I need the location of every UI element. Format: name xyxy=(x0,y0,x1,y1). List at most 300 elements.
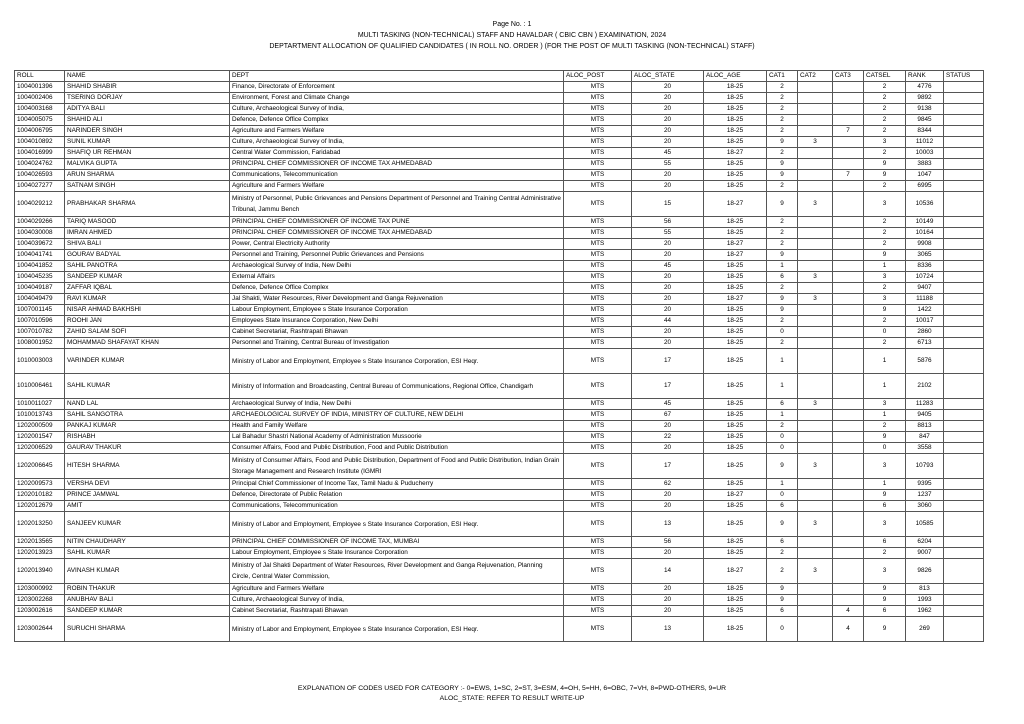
name-cell: NITIN CHAUDHARY xyxy=(65,537,230,548)
cat2-cell xyxy=(798,115,833,126)
name-cell: ROBIN THAKUR xyxy=(65,584,230,595)
aloc-state-cell: 45 xyxy=(632,261,704,272)
dept-cell: Communications, Telecommunication xyxy=(230,501,564,512)
catsel-cell: 3 xyxy=(864,272,906,283)
cat1-cell: 1 xyxy=(767,261,798,272)
cat1-cell: 2 xyxy=(767,316,798,327)
catsel-cell: 6 xyxy=(864,606,906,617)
status-cell xyxy=(944,617,984,642)
roll-cell: 1203002268 xyxy=(15,595,65,606)
aloc-age-cell: 18-27 xyxy=(704,559,767,584)
status-cell xyxy=(944,454,984,479)
cat3-cell xyxy=(833,294,864,305)
aloc-age-cell: 18-25 xyxy=(704,115,767,126)
status-cell xyxy=(944,399,984,410)
table-row xyxy=(15,137,984,148)
aloc-state-cell: 17 xyxy=(632,454,704,479)
rank-cell: 9395 xyxy=(906,479,944,490)
cat1-cell: 0 xyxy=(767,443,798,454)
aloc-post-cell: MTS xyxy=(564,93,632,104)
aloc-age-cell: 18-25 xyxy=(704,261,767,272)
catsel-cell: 2 xyxy=(864,126,906,137)
cat1-cell: 1 xyxy=(767,374,798,399)
aloc-post-cell: MTS xyxy=(564,272,632,283)
status-cell xyxy=(944,272,984,283)
catsel-cell: 1 xyxy=(864,261,906,272)
table-row xyxy=(15,410,984,421)
rank-cell: 11012 xyxy=(906,137,944,148)
status-cell xyxy=(944,148,984,159)
cat2-cell xyxy=(798,410,833,421)
cat2-cell xyxy=(798,159,833,170)
cat1-cell: 9 xyxy=(767,250,798,261)
cat2-cell xyxy=(798,617,833,642)
table-row xyxy=(15,595,984,606)
aloc-post-cell: MTS xyxy=(564,305,632,316)
status-cell xyxy=(944,327,984,338)
aloc-post-cell: MTS xyxy=(564,115,632,126)
name-cell: PANKAJ KUMAR xyxy=(65,421,230,432)
aloc-age-cell: 18-25 xyxy=(704,93,767,104)
aloc-state-cell: 20 xyxy=(632,126,704,137)
aloc-post-cell: MTS xyxy=(564,170,632,181)
rank-cell: 8336 xyxy=(906,261,944,272)
aloc-state-cell: 20 xyxy=(632,595,704,606)
aloc-state-cell: 20 xyxy=(632,283,704,294)
status-cell xyxy=(944,548,984,559)
col-rank-header: RANK xyxy=(906,71,944,82)
status-cell xyxy=(944,192,984,217)
cat2-cell xyxy=(798,305,833,316)
status-cell xyxy=(944,115,984,126)
name-cell: AVINASH KUMAR xyxy=(65,559,230,584)
aloc-post-cell: MTS xyxy=(564,595,632,606)
status-cell xyxy=(944,126,984,137)
aloc-post-cell: MTS xyxy=(564,228,632,239)
catsel-cell: 2 xyxy=(864,338,906,349)
rank-cell: 3065 xyxy=(906,250,944,261)
rank-cell: 6995 xyxy=(906,181,944,192)
cat2-cell xyxy=(798,443,833,454)
aloc-post-cell: MTS xyxy=(564,374,632,399)
catsel-cell: 1 xyxy=(864,410,906,421)
name-cell: VERSHA DEVI xyxy=(65,479,230,490)
col-aloc-state-header: ALOC_STATE xyxy=(632,71,704,82)
catsel-cell: 9 xyxy=(864,584,906,595)
dept-cell: Personnel and Training, Personnel Public Grievances and Pensions xyxy=(230,250,564,261)
cat3-cell xyxy=(833,548,864,559)
cat3-cell: 4 xyxy=(833,606,864,617)
table-row xyxy=(15,374,984,399)
name-cell: VARINDER KUMAR xyxy=(65,349,230,374)
cat1-cell: 2 xyxy=(767,104,798,115)
cat1-cell: 9 xyxy=(767,584,798,595)
name-cell: SAHIL KUMAR xyxy=(65,374,230,399)
aloc-age-cell: 18-25 xyxy=(704,399,767,410)
aloc-state-cell: 20 xyxy=(632,501,704,512)
cat2-cell xyxy=(798,501,833,512)
name-cell: MALVIKA GUPTA xyxy=(65,159,230,170)
aloc-age-cell: 18-25 xyxy=(704,283,767,294)
catsel-cell: 3 xyxy=(864,559,906,584)
cat1-cell: 0 xyxy=(767,327,798,338)
aloc-state-cell: 15 xyxy=(632,192,704,217)
cat1-cell: 0 xyxy=(767,617,798,642)
dept-cell: PRINCIPAL CHIEF COMMISSIONER OF INCOME TAX AHMEDABAD xyxy=(230,159,564,170)
table-row xyxy=(15,327,984,338)
catsel-cell: 2 xyxy=(864,239,906,250)
table-row xyxy=(15,501,984,512)
status-cell xyxy=(944,159,984,170)
aloc-state-cell: 14 xyxy=(632,559,704,584)
cat3-cell xyxy=(833,559,864,584)
table-header-row xyxy=(15,71,984,82)
aloc-state-cell: 17 xyxy=(632,349,704,374)
col-cat2-header: CAT2 xyxy=(798,71,833,82)
dept-cell: Jal Shakti, Water Resources, River Development and Ganga Rejuvenation xyxy=(230,294,564,305)
aloc-age-cell: 18-25 xyxy=(704,454,767,479)
catsel-cell: 2 xyxy=(864,548,906,559)
roll-cell: 1004002406 xyxy=(15,93,65,104)
catsel-cell: 6 xyxy=(864,501,906,512)
cat3-cell xyxy=(833,272,864,283)
cat3-cell xyxy=(833,399,864,410)
rank-cell: 9007 xyxy=(906,548,944,559)
cat3-cell xyxy=(833,261,864,272)
catsel-cell: 2 xyxy=(864,217,906,228)
cat3-cell xyxy=(833,327,864,338)
roll-cell: 1202013250 xyxy=(15,512,65,537)
rank-cell: 11283 xyxy=(906,399,944,410)
cat1-cell: 2 xyxy=(767,148,798,159)
cat1-cell: 1 xyxy=(767,349,798,374)
table-row xyxy=(15,584,984,595)
rank-cell: 847 xyxy=(906,432,944,443)
cat2-cell xyxy=(798,93,833,104)
rank-cell: 6204 xyxy=(906,537,944,548)
cat3-cell xyxy=(833,104,864,115)
roll-cell: 1004016999 xyxy=(15,148,65,159)
rank-cell: 4776 xyxy=(906,82,944,93)
aloc-post-cell: MTS xyxy=(564,349,632,374)
aloc-post-cell: MTS xyxy=(564,239,632,250)
rank-cell: 2102 xyxy=(906,374,944,399)
aloc-state-cell: 20 xyxy=(632,82,704,93)
name-cell: ANUBHAV BALI xyxy=(65,595,230,606)
catsel-cell: 3 xyxy=(864,137,906,148)
col-dept-header: DEPT xyxy=(230,71,564,82)
aloc-age-cell: 18-25 xyxy=(704,421,767,432)
status-cell xyxy=(944,283,984,294)
dept-cell: PRINCIPAL CHIEF COMMISSIONER OF INCOME TAX AHMEDABAD xyxy=(230,228,564,239)
table-row xyxy=(15,454,984,479)
name-cell: RISHABH xyxy=(65,432,230,443)
catsel-cell: 3 xyxy=(864,399,906,410)
rank-cell: 11188 xyxy=(906,294,944,305)
rank-cell: 10536 xyxy=(906,192,944,217)
table-row xyxy=(15,443,984,454)
dept-cell: Finance, Directorate of Enforcement xyxy=(230,82,564,93)
roll-cell: 1004005075 xyxy=(15,115,65,126)
aloc-age-cell: 18-25 xyxy=(704,228,767,239)
catsel-cell: 2 xyxy=(864,421,906,432)
rank-cell: 1422 xyxy=(906,305,944,316)
cat1-cell: 2 xyxy=(767,82,798,93)
aloc-state-cell: 20 xyxy=(632,421,704,432)
aloc-post-cell: MTS xyxy=(564,250,632,261)
catsel-cell: 9 xyxy=(864,595,906,606)
rank-cell: 5876 xyxy=(906,349,944,374)
catsel-cell: 2 xyxy=(864,82,906,93)
cat3-cell xyxy=(833,349,864,374)
aloc-state-cell: 13 xyxy=(632,617,704,642)
dept-cell: Cabinet Secretariat, Rashtrapati Bhawan xyxy=(230,606,564,617)
cat1-cell: 2 xyxy=(767,126,798,137)
status-cell xyxy=(944,584,984,595)
aloc-age-cell: 18-27 xyxy=(704,239,767,250)
aloc-post-cell: MTS xyxy=(564,283,632,294)
cat3-cell xyxy=(833,595,864,606)
aloc-age-cell: 18-27 xyxy=(704,294,767,305)
name-cell: RAVI KUMAR xyxy=(65,294,230,305)
cat1-cell: 2 xyxy=(767,338,798,349)
cat2-cell: 3 xyxy=(798,294,833,305)
aloc-age-cell: 18-25 xyxy=(704,338,767,349)
catsel-cell: 9 xyxy=(864,159,906,170)
aloc-age-cell: 18-25 xyxy=(704,137,767,148)
status-cell xyxy=(944,181,984,192)
name-cell: MOHAMMAD SHAFAYAT KHAN xyxy=(65,338,230,349)
rank-cell: 9892 xyxy=(906,93,944,104)
aloc-post-cell: MTS xyxy=(564,181,632,192)
aloc-post-cell: MTS xyxy=(564,490,632,501)
table-row xyxy=(15,126,984,137)
catsel-cell: 9 xyxy=(864,305,906,316)
dept-cell: Ministry of Consumer Affairs, Food and Public Distribution, Department of Food and Public Distribution, Indian Grain Storage Management and Research Institute (IGMRI xyxy=(230,454,564,479)
status-cell xyxy=(944,443,984,454)
dept-cell: Defence, Directorate of Public Relation xyxy=(230,490,564,501)
rank-cell: 9138 xyxy=(906,104,944,115)
roll-cell: 1203002644 xyxy=(15,617,65,642)
cat3-cell xyxy=(833,421,864,432)
col-aloc-age-header: ALOC_AGE xyxy=(704,71,767,82)
aloc-state-cell: 20 xyxy=(632,93,704,104)
cat1-cell: 9 xyxy=(767,294,798,305)
roll-cell: 1203000992 xyxy=(15,584,65,595)
name-cell: HITESH SHARMA xyxy=(65,454,230,479)
cat2-cell xyxy=(798,126,833,137)
aloc-state-cell: 20 xyxy=(632,137,704,148)
catsel-cell: 2 xyxy=(864,228,906,239)
cat2-cell: 3 xyxy=(798,137,833,148)
table-row xyxy=(15,432,984,443)
status-cell xyxy=(944,170,984,181)
aloc-age-cell: 18-25 xyxy=(704,272,767,283)
roll-cell: 1202013923 xyxy=(15,548,65,559)
table-row xyxy=(15,228,984,239)
cat3-cell xyxy=(833,283,864,294)
cat2-cell xyxy=(798,606,833,617)
cat2-cell xyxy=(798,261,833,272)
aloc-age-cell: 18-25 xyxy=(704,606,767,617)
aloc-age-cell: 18-25 xyxy=(704,443,767,454)
cat2-cell xyxy=(798,148,833,159)
catsel-cell: 9 xyxy=(864,432,906,443)
roll-cell: 1004024762 xyxy=(15,159,65,170)
status-cell xyxy=(944,93,984,104)
status-cell xyxy=(944,421,984,432)
rank-cell: 10585 xyxy=(906,512,944,537)
cat1-cell: 1 xyxy=(767,479,798,490)
aloc-post-cell: MTS xyxy=(564,606,632,617)
status-cell xyxy=(944,595,984,606)
cat2-cell xyxy=(798,181,833,192)
cat3-cell xyxy=(833,584,864,595)
cat1-cell: 6 xyxy=(767,272,798,283)
roll-cell: 1010003003 xyxy=(15,349,65,374)
status-cell xyxy=(944,261,984,272)
aloc-age-cell: 18-25 xyxy=(704,537,767,548)
status-cell xyxy=(944,228,984,239)
cat3-cell xyxy=(833,432,864,443)
aloc-age-cell: 18-25 xyxy=(704,316,767,327)
dept-cell: Culture, Archaeological Survey of India, xyxy=(230,104,564,115)
status-cell xyxy=(944,250,984,261)
col-roll-header: ROLL xyxy=(15,71,65,82)
name-cell: PRABHAKAR SHARMA xyxy=(65,192,230,217)
dept-cell: Ministry of Personnel, Public Grievances and Pensions Department of Personnel and Training Central Administrative Tribunal, Jammu Bench xyxy=(230,192,564,217)
cat2-cell xyxy=(798,595,833,606)
aloc-age-cell: 18-25 xyxy=(704,512,767,537)
dept-cell: Lal Bahadur Shastri National Academy of Administration Mussoorie xyxy=(230,432,564,443)
cat1-cell: 9 xyxy=(767,159,798,170)
status-cell xyxy=(944,349,984,374)
cat2-cell xyxy=(798,217,833,228)
cat1-cell: 2 xyxy=(767,548,798,559)
dept-cell: Archaeological Survey of India, New Delhi xyxy=(230,399,564,410)
cat3-cell xyxy=(833,374,864,399)
roll-cell: 1007010596 xyxy=(15,316,65,327)
cat2-cell xyxy=(798,432,833,443)
table-row xyxy=(15,148,984,159)
aloc-age-cell: 18-25 xyxy=(704,479,767,490)
aloc-post-cell: MTS xyxy=(564,454,632,479)
table-row xyxy=(15,261,984,272)
aloc-state-cell: 55 xyxy=(632,159,704,170)
cat3-cell xyxy=(833,501,864,512)
roll-cell: 1202012679 xyxy=(15,501,65,512)
aloc-age-cell: 18-27 xyxy=(704,148,767,159)
dept-cell: PRINCIPAL CHIEF COMMISSIONER OF INCOME TAX PUNE xyxy=(230,217,564,228)
roll-cell: 1004027277 xyxy=(15,181,65,192)
status-cell xyxy=(944,104,984,115)
rank-cell: 2860 xyxy=(906,327,944,338)
dept-cell: Archaeological Survey of India, New Delhi xyxy=(230,261,564,272)
status-cell xyxy=(944,316,984,327)
aloc-state-cell: 20 xyxy=(632,115,704,126)
cat2-cell xyxy=(798,421,833,432)
aloc-state-cell: 56 xyxy=(632,217,704,228)
aloc-state-cell: 20 xyxy=(632,443,704,454)
table-row xyxy=(15,250,984,261)
table-row xyxy=(15,338,984,349)
aloc-state-cell: 20 xyxy=(632,606,704,617)
name-cell: ADITYA BALI xyxy=(65,104,230,115)
table-row xyxy=(15,305,984,316)
cat2-cell: 3 xyxy=(798,399,833,410)
cat3-cell xyxy=(833,250,864,261)
aloc-state-cell: 55 xyxy=(632,228,704,239)
aloc-state-cell: 56 xyxy=(632,537,704,548)
cat2-cell xyxy=(798,548,833,559)
name-cell: TSERING DORJAY xyxy=(65,93,230,104)
roll-cell: 1202000509 xyxy=(15,421,65,432)
rank-cell: 10017 xyxy=(906,316,944,327)
aloc-post-cell: MTS xyxy=(564,617,632,642)
aloc-age-cell: 18-25 xyxy=(704,584,767,595)
name-cell: SAHIL SANGOTRA xyxy=(65,410,230,421)
aloc-state-cell: 20 xyxy=(632,250,704,261)
status-cell xyxy=(944,537,984,548)
cat2-cell xyxy=(798,338,833,349)
aloc-post-cell: MTS xyxy=(564,294,632,305)
dept-cell: External Affairs xyxy=(230,272,564,283)
cat3-cell: 7 xyxy=(833,170,864,181)
catsel-cell: 0 xyxy=(864,327,906,338)
status-cell xyxy=(944,338,984,349)
table-row xyxy=(15,399,984,410)
aloc-state-cell: 20 xyxy=(632,272,704,283)
catsel-cell: 9 xyxy=(864,617,906,642)
page-number: Page No. : 1 xyxy=(492,21,532,28)
status-cell xyxy=(944,239,984,250)
cat2-cell xyxy=(798,239,833,250)
aloc-age-cell: 18-25 xyxy=(704,159,767,170)
aloc-age-cell: 18-25 xyxy=(704,305,767,316)
cat2-cell xyxy=(798,250,833,261)
cat3-cell xyxy=(833,82,864,93)
roll-cell: 1010011027 xyxy=(15,399,65,410)
cat1-cell: 9 xyxy=(767,454,798,479)
name-cell: SATNAM SINGH xyxy=(65,181,230,192)
aloc-post-cell: MTS xyxy=(564,512,632,537)
catsel-cell: 1 xyxy=(864,374,906,399)
name-cell: NARINDER SINGH xyxy=(65,126,230,137)
aloc-post-cell: MTS xyxy=(564,443,632,454)
dept-cell: Communications, Telecommunication xyxy=(230,170,564,181)
exam-title: MULTI TASKING (NON-TECHNICAL) STAFF AND HAVALDAR ( CBIC CBN ) EXAMINATION, 2024 xyxy=(357,32,667,39)
aloc-state-cell: 20 xyxy=(632,239,704,250)
table-row xyxy=(15,192,984,217)
col-cat1-header: CAT1 xyxy=(767,71,798,82)
dept-cell: Agriculture and Farmers Welfare xyxy=(230,584,564,595)
table-row xyxy=(15,283,984,294)
aloc-post-cell: MTS xyxy=(564,217,632,228)
aloc-state-cell: 67 xyxy=(632,410,704,421)
col-status-header: STATUS xyxy=(944,71,984,82)
catsel-cell: 2 xyxy=(864,104,906,115)
name-cell: SANJEEV KUMAR xyxy=(65,512,230,537)
rank-cell: 10164 xyxy=(906,228,944,239)
aloc-age-cell: 18-25 xyxy=(704,126,767,137)
cat2-cell xyxy=(798,584,833,595)
aloc-age-cell: 18-25 xyxy=(704,548,767,559)
cat1-cell: 0 xyxy=(767,490,798,501)
allocation-subtitle: DEPTARTMENT ALLOCATION OF QUALIFIED CANDIDATES ( IN ROLL NO. ORDER ) (FOR THE POST OF MULTI TASKING (NON-TECHNICAL) STAFF) xyxy=(269,43,755,50)
cat2-cell xyxy=(798,490,833,501)
cat3-cell xyxy=(833,181,864,192)
cat2-cell xyxy=(798,228,833,239)
